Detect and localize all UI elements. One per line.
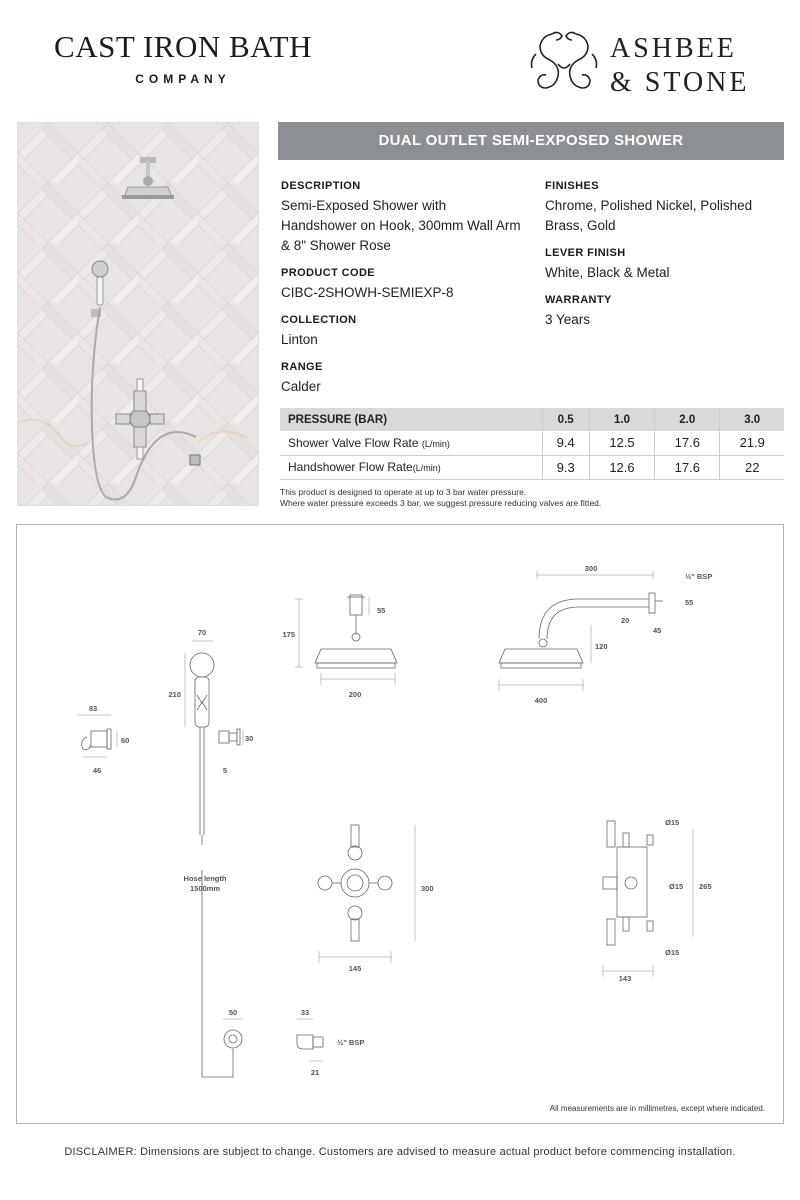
table-row xyxy=(280,431,784,455)
dim-hook-83: 83 xyxy=(88,704,98,713)
brand-right-line1: ASHBEE xyxy=(610,33,737,64)
table-cell: 12.6 xyxy=(589,455,654,479)
description-value: Semi-Exposed Shower with Handshower on Hook, 300mm Wall Arm & 8" Shower Rose xyxy=(281,198,521,253)
dim-elbow-33: 33 xyxy=(300,1008,310,1017)
table-cell: 9.4 xyxy=(542,431,589,455)
product-code-value: CIBC-2SHOWH-SEMIEXP-8 xyxy=(281,285,454,300)
dim-arm-45: 45 xyxy=(653,626,662,635)
dim-side-265: 265 xyxy=(699,882,712,891)
spec-description xyxy=(281,180,521,256)
dim-arm-55: 55 xyxy=(685,598,694,607)
arm-drawing xyxy=(499,593,663,668)
product-code-label: PRODUCT CODE xyxy=(281,267,376,279)
spec-finishes xyxy=(545,180,775,236)
product-title: DUAL OUTLET SEMI-EXPOSED SHOWER xyxy=(278,122,784,160)
hose-length-value: 1500mm xyxy=(189,884,221,893)
range-label: RANGE xyxy=(281,361,323,373)
valve-drawing xyxy=(318,825,392,941)
dim-rose-width: 200 xyxy=(348,690,362,699)
spec-collection xyxy=(281,314,521,350)
table-cell: 21.9 xyxy=(720,431,784,455)
dim-valve-300: 300 xyxy=(421,884,434,893)
dim-arm-bsp: ½" BSP xyxy=(685,572,713,581)
row-label: Handshower Flow Rate(L/min) xyxy=(280,455,542,479)
dim-rose-height: 175 xyxy=(282,630,295,639)
brand-cast-iron-bath xyxy=(28,30,338,86)
dim-hs-70: 70 xyxy=(197,628,207,637)
dim-hs-210: 210 xyxy=(168,690,181,699)
finishes-value: Chrome, Polished Nickel, Polished Brass, Gold xyxy=(545,198,753,233)
handshower-drawing xyxy=(190,653,240,845)
brand-left-subtitle: COMPANY xyxy=(135,72,231,86)
brand-left-title: CAST IRON BATH xyxy=(54,29,312,64)
description-label: DESCRIPTION xyxy=(281,180,361,192)
table-cell: 17.6 xyxy=(655,431,720,455)
table-cell: 22 xyxy=(720,455,784,479)
warranty-label: WARRANTY xyxy=(545,294,612,306)
dim-valve-145: 145 xyxy=(348,964,362,973)
seahorse-logo-icon xyxy=(522,24,606,108)
spec-lever-finish xyxy=(545,247,775,283)
range-value: Calder xyxy=(281,379,321,394)
dim-arm-length: 300 xyxy=(584,564,598,573)
dim-arm-400: 400 xyxy=(534,696,548,705)
pressure-header-1-0: 1.0 xyxy=(589,408,654,431)
warranty-value: 3 Years xyxy=(545,312,591,327)
dim-hook-5: 5 xyxy=(222,766,228,775)
dim-hook-46: 46 xyxy=(92,766,102,775)
row-label: Shower Valve Flow Rate (L/min) xyxy=(280,431,542,455)
dim-side-d15-mid: Ø15 xyxy=(669,882,684,891)
pressure-header-2-0: 2.0 xyxy=(655,408,720,431)
spec-range xyxy=(281,361,521,397)
spec-product-code xyxy=(281,267,521,303)
collection-value: Linton xyxy=(281,332,318,347)
pressure-header-0-5: 0.5 xyxy=(542,408,589,431)
technical-drawing xyxy=(16,524,784,1124)
pressure-header-label: PRESSURE (BAR) xyxy=(280,408,542,431)
lever-finish-value: White, Black & Metal xyxy=(545,265,670,280)
disclaimer: DISCLAIMER: Dimensions are subject to change. Customers are advised to measure actual product before commencing installation. xyxy=(64,1146,736,1158)
dim-hook-60: 60 xyxy=(121,736,130,745)
dim-side-d15-bottom: Ø15 xyxy=(665,948,680,957)
spec-warranty xyxy=(545,294,775,330)
brand-ashbee-stone xyxy=(522,24,774,108)
pressure-table xyxy=(280,408,784,480)
dim-side-143: 143 xyxy=(618,974,632,983)
dim-side-d15-top: Ø15 xyxy=(665,818,680,827)
hose-length-label: Hose length xyxy=(183,874,227,883)
valve-side-drawing xyxy=(603,821,653,945)
dim-elbow-bsp: ½" BSP xyxy=(337,1038,365,1047)
pressure-header-3-0: 3.0 xyxy=(720,408,784,431)
pressure-note: This product is designed to operate at up to 3 bar water pressure. Where water pressure exceeds 3 bar, we suggest pressure reducing valves are fitted. xyxy=(280,487,602,508)
collection-label: COLLECTION xyxy=(281,314,357,326)
dim-arm-20: 20 xyxy=(621,616,630,625)
outlet-drawing xyxy=(202,870,242,1077)
dim-hook-30: 30 xyxy=(245,734,254,743)
table-cell: 17.6 xyxy=(655,455,720,479)
dim-outlet-50: 50 xyxy=(228,1008,238,1017)
measurement-note: All measurements are in millimetres, except where indicated. xyxy=(549,1104,765,1113)
brand-right-line2: & STONE xyxy=(610,67,750,98)
elbow-drawing xyxy=(297,1035,323,1049)
table-cell: 9.3 xyxy=(542,455,589,479)
table-cell: 12.5 xyxy=(589,431,654,455)
product-photo xyxy=(17,122,259,506)
finishes-label: FINISHES xyxy=(545,180,599,192)
hook-drawing xyxy=(82,729,111,750)
dim-arm-120: 120 xyxy=(595,642,608,651)
lever-finish-label: LEVER FINISH xyxy=(545,247,626,259)
pressure-table-header xyxy=(280,408,784,431)
dim-rose-top: 55 xyxy=(377,606,386,615)
dim-elbow-21: 21 xyxy=(310,1068,320,1077)
table-row xyxy=(280,455,784,479)
